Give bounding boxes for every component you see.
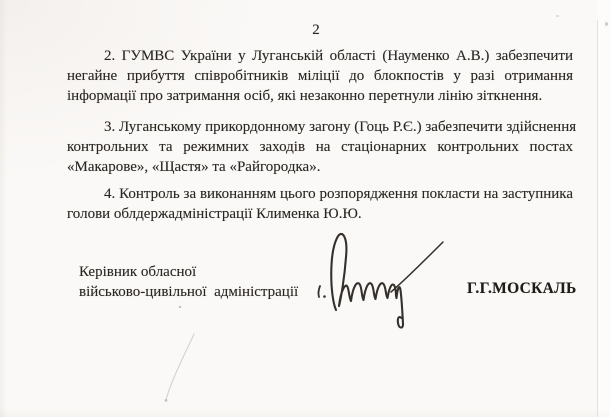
paragraph-item-3 [67, 117, 577, 177]
document-body [67, 46, 577, 224]
paragraph-item-2 [67, 46, 573, 106]
signatory-title-line2: військово-цивільної адміністрації [79, 284, 299, 300]
signatory-name: Г.Г.МОСКАЛЬ [467, 280, 577, 297]
scan-speck [605, 22, 608, 26]
handwritten-signature [296, 226, 450, 338]
paragraph-line: контрольних та режимних заходів на стаціонарних контрольних постах [67, 139, 573, 155]
scan-speck [179, 306, 181, 308]
paragraph-item-4 [67, 184, 573, 224]
paragraph-line: голови облдержадміністрації Клименка Ю.Ю. [67, 206, 362, 222]
page-number: 2 [312, 22, 320, 38]
paragraph-line: 4. Контроль за виконанням цього розпорядження покласти на заступника [104, 186, 573, 202]
paragraph-line: 3. Луганському прикордонному загону (Гоць Р.Є.) забезпечити здійснення [104, 119, 577, 135]
paragraph-line: негайне прибуття співробітників міліції до блокпостів у разі отримання [67, 68, 573, 84]
paragraph-line: 2. ГУМВС України у Луганській області (Науменко А.В.) забезпечити [104, 48, 573, 64]
scan-artifact-curve [158, 328, 206, 406]
signatory-title-line1: Керівник обласної [79, 264, 197, 280]
scan-speck [556, 15, 559, 17]
paragraph-line: інформації про затримання осіб, які незаконно перетнули лінію зіткнення. [67, 88, 543, 104]
paragraph-line: «Макарове», «Щастя» та «Райгородка». [67, 159, 321, 175]
paper-edge-strip [598, 0, 610, 417]
